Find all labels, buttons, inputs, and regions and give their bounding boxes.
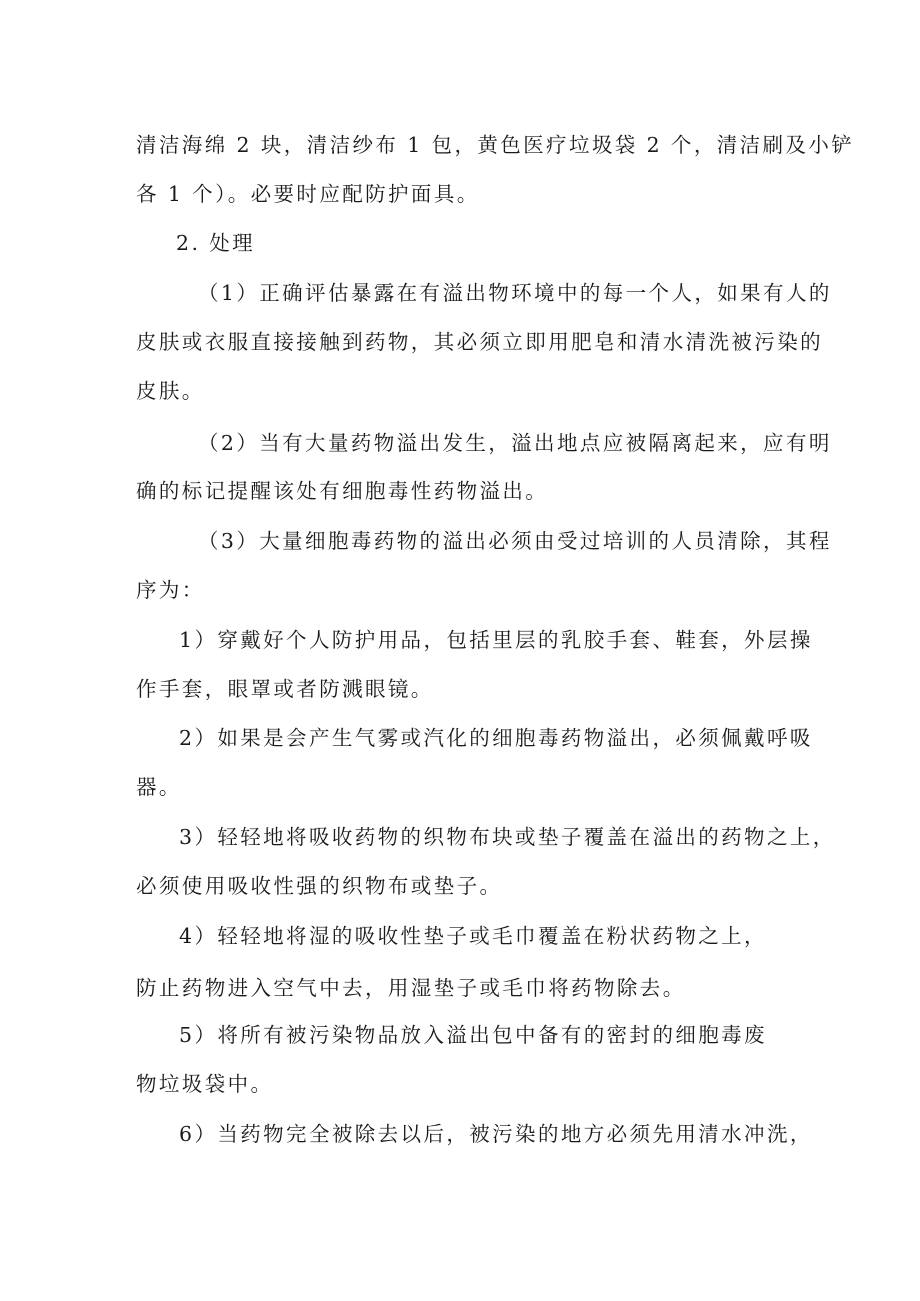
text-line: 皮肤。 xyxy=(136,379,205,403)
text-line: 1）穿戴好个人防护用品，包括里层的乳胶手套、鞋套，外层操 xyxy=(179,628,813,652)
text-line: 各 1 个）。必要时应配防护面具。 xyxy=(136,182,480,206)
section-heading: 2. 处理 xyxy=(176,231,256,255)
text-line: 2）如果是会产生气雾或汽化的细胞毒药物溢出，必须佩戴呼吸 xyxy=(179,726,813,750)
text-line: 防止药物进入空气中去，用湿垫子或毛巾将药物除去。 xyxy=(136,976,686,1000)
text-line: 3）轻轻地将吸收药物的织物布块或垫子覆盖在溢出的药物之上， xyxy=(179,825,836,849)
text-line: 5）将所有被污染物品放入溢出包中备有的密封的细胞毒废 xyxy=(179,1023,767,1047)
text-line: 物垃圾袋中。 xyxy=(136,1072,274,1096)
text-line: 序为： xyxy=(136,578,205,602)
text-line: 作手套，眼罩或者防溅眼镜。 xyxy=(136,677,434,701)
text-line: （3）大量细胞毒药物的溢出必须由受过培训的人员清除，其程 xyxy=(198,529,832,553)
text-line: 4）轻轻地将湿的吸收性垫子或毛巾覆盖在粉状药物之上， xyxy=(179,924,767,948)
text-line: （1）正确评估暴露在有溢出物环境中的每一个人，如果有人的 xyxy=(198,281,832,305)
text-line: 器。 xyxy=(136,775,182,799)
text-line: 清洁海绵 2 块，清洁纱布 1 包，黄色医疗垃圾袋 2 个，清洁刷及小铲 xyxy=(136,133,855,157)
text-line: 必须使用吸收性强的织物布或垫子。 xyxy=(136,874,503,898)
text-line: 皮肤或衣服直接接触到药物，其必须立即用肥皂和清水清洗被污染的 xyxy=(136,330,823,354)
text-line: 确的标记提醒该处有细胞毒性药物溢出。 xyxy=(136,479,549,503)
text-line: （2）当有大量药物溢出发生，溢出地点应被隔离起来，应有明 xyxy=(198,431,832,455)
text-line: 6）当药物完全被除去以后，被污染的地方必须先用清水冲洗， xyxy=(179,1122,813,1146)
